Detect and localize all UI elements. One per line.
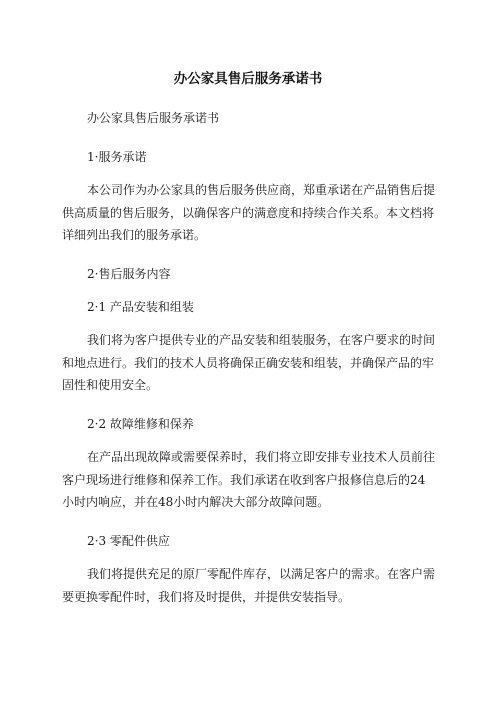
section-1-heading: 1·服务承诺	[87, 150, 147, 164]
section-2-heading: 2·售后服务内容	[87, 267, 171, 281]
section-2-2-heading: 2·2 故障维修和保养	[87, 417, 194, 431]
section-2-1-heading: 2·1 产品安装和组装	[87, 300, 194, 314]
document-subtitle: 办公家具售后服务承诺书	[87, 111, 220, 125]
section-2-3-heading: 2·3 零配件供应	[87, 534, 170, 548]
section-2-3-body: 我们将提供充足的原厂零配件库存，以满足客户的需求。在客户需要更换零配件时，我们将及时提供，并提供安装指导。	[62, 567, 436, 604]
section-2-1-body: 我们将为客户提供专业的产品安装和组装服务，在客户要求的时间和地点进行。我们的技术人员将确保正确安装和组装，并确保产品的牢固性和使用安全。	[62, 333, 436, 392]
section-1-body: 本公司作为办公家具的售后服务供应商，郑重承诺在产品销售后提供高质量的售后服务，以确保客户的满意度和持续合作关系。本文档将详细列出我们的服务承诺。	[62, 183, 436, 242]
document-title: 办公家具售后服务承诺书	[173, 71, 323, 87]
section-2-2-body: 在产品出现故障或需要保养时，我们将立即安排专业技术人员前往客户现场进行维修和保养工作。我们承诺在收到客户报修信息后的24小时内响应，并在48小时内解决大部分故障问题。	[62, 450, 436, 509]
